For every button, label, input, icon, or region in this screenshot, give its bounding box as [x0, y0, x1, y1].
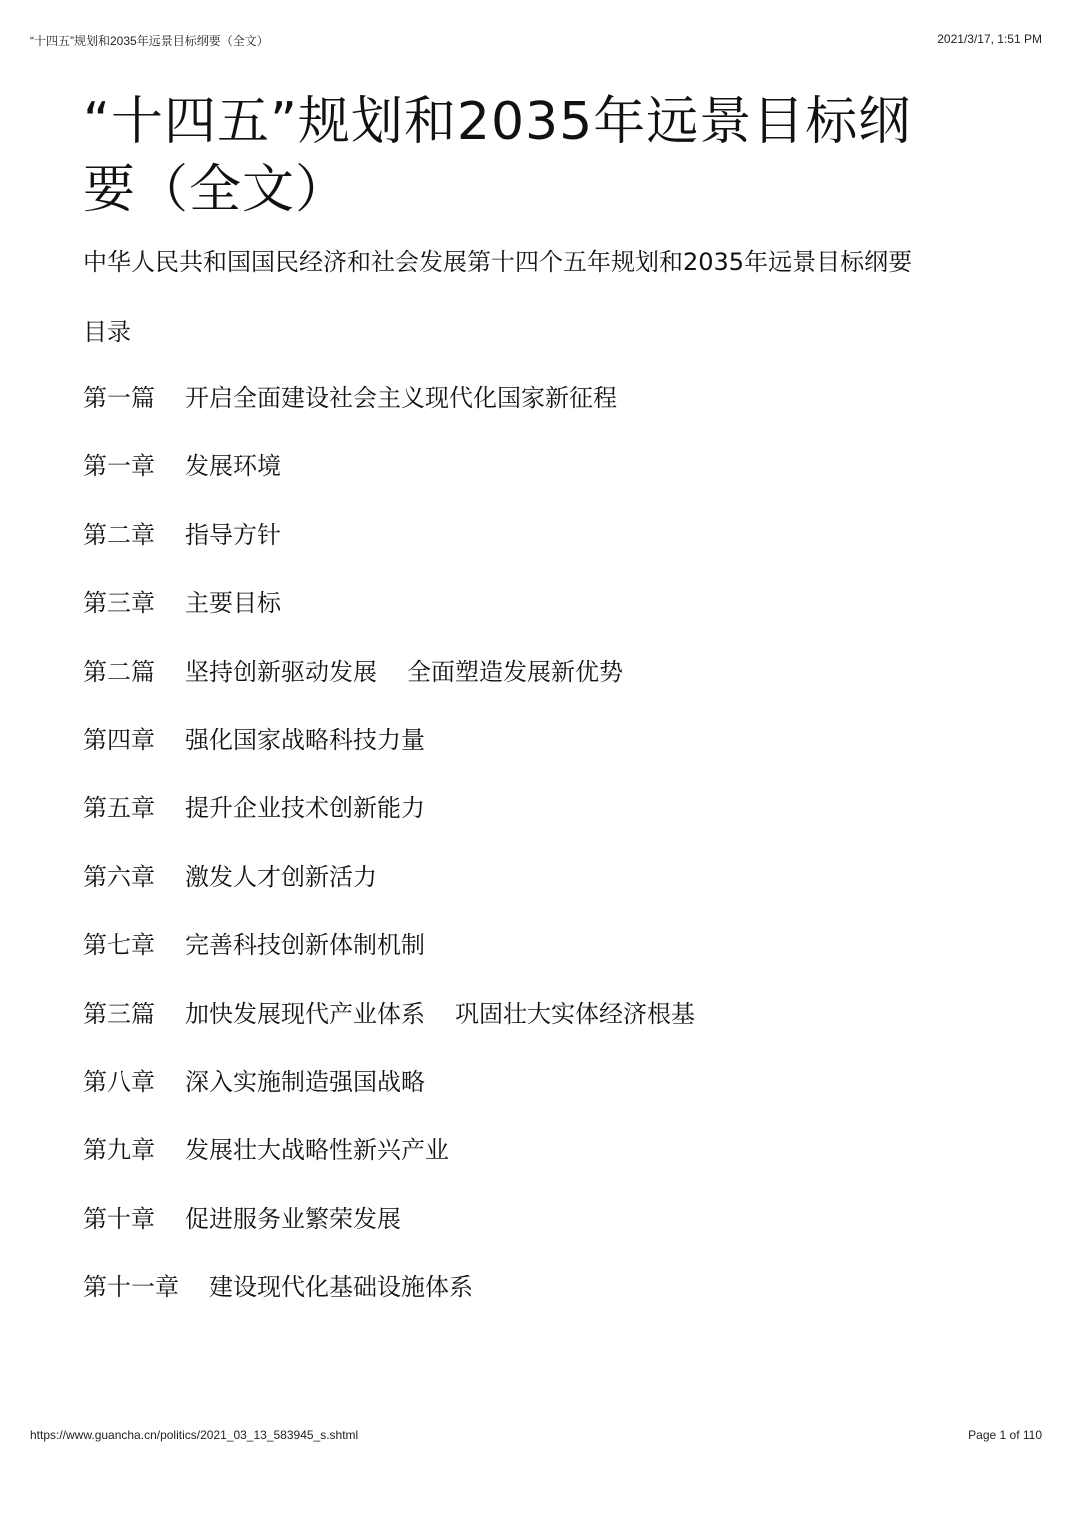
toc-title: 发展壮大战略性新兴产业 [185, 1136, 449, 1165]
toc-number: 第六章 [83, 862, 155, 891]
toc-item-chapter-1[interactable] [83, 448, 1003, 484]
toc-title: 主要目标 [185, 589, 281, 618]
toc-link[interactable] [83, 1273, 473, 1301]
toc-title-secondary: 全面塑造发展新优势 [407, 657, 623, 686]
toc-number: 第七章 [83, 931, 155, 960]
toc-item-chapter-4[interactable] [83, 722, 1003, 758]
toc-link[interactable] [83, 1068, 425, 1096]
toc-number: 第四章 [83, 725, 155, 754]
toc-link[interactable] [83, 452, 281, 480]
toc-item-chapter-10[interactable] [83, 1201, 1003, 1237]
toc-number: 第三篇 [83, 999, 155, 1028]
toc-title: 强化国家战略科技力量 [185, 725, 425, 754]
print-timestamp: 2021/3/17, 1:51 PM [937, 32, 1042, 46]
toc-title: 指导方针 [185, 520, 281, 549]
toc-link[interactable] [83, 589, 281, 617]
toc-number: 第一篇 [83, 384, 155, 412]
source-url[interactable]: https://www.guancha.cn/politics/2021_03_13_583945_s.shtml [30, 1428, 359, 1442]
toc-number: 第一章 [83, 452, 155, 481]
toc-title: 坚持创新驱动发展 [185, 657, 377, 686]
toc-item-chapter-3[interactable] [83, 585, 1003, 621]
toc-item-chapter-9[interactable] [83, 1132, 1003, 1168]
toc-title: 发展环境 [185, 452, 281, 481]
toc-item-chapter-5[interactable] [83, 790, 1003, 826]
toc-title: 促进服务业繁荣发展 [185, 1204, 401, 1233]
toc-link[interactable] [83, 931, 425, 959]
toc-number: 第九章 [83, 1136, 155, 1165]
print-footer [30, 1428, 1042, 1442]
toc-link[interactable] [83, 1136, 449, 1164]
toc-item-chapter-7[interactable] [83, 927, 1003, 963]
toc-link[interactable] [83, 384, 617, 412]
toc-title: 提升企业技术创新能力 [185, 794, 425, 823]
toc-link[interactable] [83, 1205, 401, 1233]
table-of-contents [83, 380, 1003, 1305]
toc-item-chapter-8[interactable] [83, 1064, 1003, 1100]
toc-link[interactable] [83, 658, 623, 686]
toc-number: 第八章 [83, 1067, 155, 1096]
toc-number: 第二章 [83, 520, 155, 549]
toc-heading: 目录 [83, 318, 131, 346]
toc-title: 激发人才创新活力 [185, 862, 377, 891]
toc-number: 第十章 [83, 1204, 155, 1233]
toc-item-part-3[interactable] [83, 996, 1003, 1032]
document-title-line2: 要（全文） [83, 160, 349, 220]
toc-title: 完善科技创新体制机制 [185, 931, 425, 960]
toc-title: 开启全面建设社会主义现代化国家新征程 [185, 384, 617, 412]
toc-title: 建设现代化基础设施体系 [209, 1273, 473, 1302]
toc-item-part-1[interactable] [83, 380, 1003, 416]
toc-item-chapter-6[interactable] [83, 859, 1003, 895]
document-title [83, 88, 1003, 224]
toc-number: 第五章 [83, 794, 155, 823]
toc-title-secondary: 巩固壮大实体经济根基 [455, 999, 695, 1028]
toc-number: 第十一章 [83, 1273, 179, 1302]
toc-item-chapter-11[interactable] [83, 1269, 1003, 1305]
toc-link[interactable] [83, 726, 425, 754]
toc-link[interactable] [83, 521, 281, 549]
document-body [83, 88, 1003, 1337]
print-page-title: “十四五”规划和2035年远景目标纲要（全文） [30, 34, 269, 48]
page-number: Page 1 of 110 [968, 1428, 1042, 1442]
toc-link[interactable] [83, 794, 425, 822]
toc-item-part-2[interactable] [83, 654, 1003, 690]
toc-item-chapter-2[interactable] [83, 517, 1003, 553]
toc-number: 第三章 [83, 589, 155, 618]
print-header [30, 32, 1042, 49]
toc-title: 加快发展现代产业体系 [185, 999, 425, 1028]
toc-number: 第二篇 [83, 657, 155, 686]
document-title-line1: “十四五”规划和2035年远景目标纲 [83, 92, 912, 152]
toc-link[interactable] [83, 1000, 695, 1028]
document-subtitle: 中华人民共和国国民经济和社会发展第十四个五年规划和2035年远景目标纲要 [83, 248, 913, 276]
toc-title: 深入实施制造强国战略 [185, 1067, 425, 1096]
toc-link[interactable] [83, 863, 377, 891]
